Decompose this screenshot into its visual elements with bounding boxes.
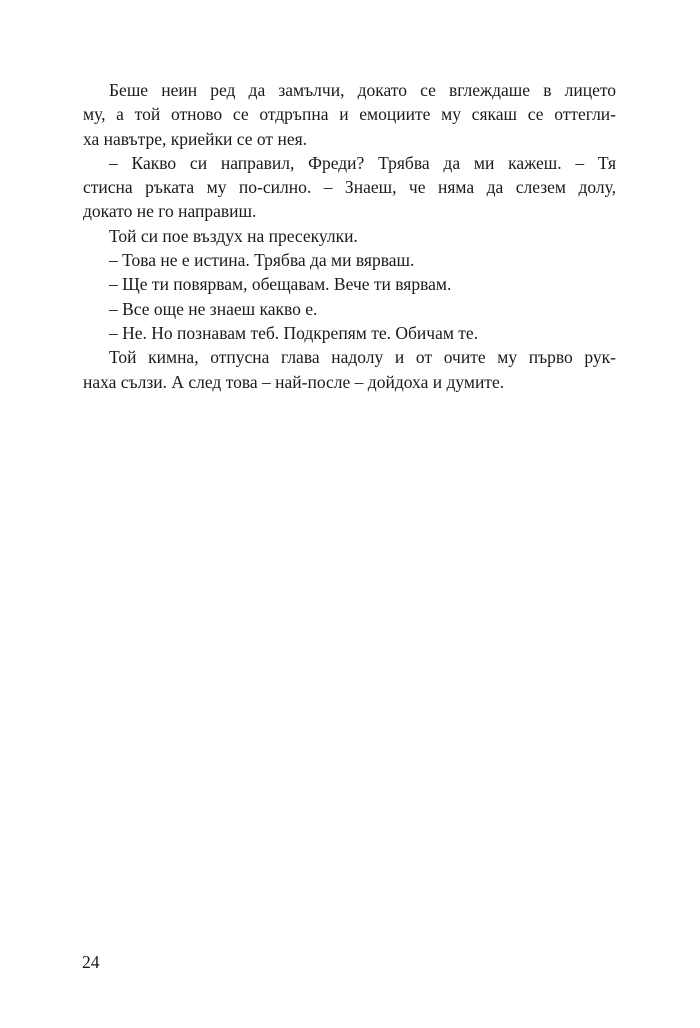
text-line: Той си пое въздух на пресекулки.	[109, 225, 358, 246]
text-line: ха навътре, криейки се от нея.	[83, 128, 308, 149]
page-number: 24	[82, 952, 100, 972]
text-line: – Ще ти повярвам, обещавам. Вече ти вярвам.	[109, 274, 452, 295]
text-line: Той кимна, отпусна глава надолу и от очите му първо рук-	[109, 347, 616, 368]
text-line: наха сълзи. А след това – най-после – дойдоха и думите.	[83, 371, 505, 392]
text-line: Беше неин ред да замълчи, докато се вглеждаше в лицето	[109, 80, 616, 100]
text-line: – Не. Но познавам теб. Подкрепям те. Обичам те.	[109, 322, 479, 343]
text-line: докато не го направиш.	[83, 201, 257, 222]
text-line: му, а той отново се отдръпна и емоциите му сякаш се оттегли-	[83, 104, 616, 125]
body-text	[83, 78, 616, 394]
text-line: – Това не е истина. Трябва да ми вярваш.	[109, 250, 415, 271]
text-line: – Какво си направил, Фреди? Трябва да ми кажеш. – Тя	[109, 152, 616, 173]
text-line: – Все още не знаеш какво е.	[109, 298, 318, 319]
text-line: стисна ръката му по-силно. – Знаеш, че няма да слезем долу,	[83, 177, 616, 198]
